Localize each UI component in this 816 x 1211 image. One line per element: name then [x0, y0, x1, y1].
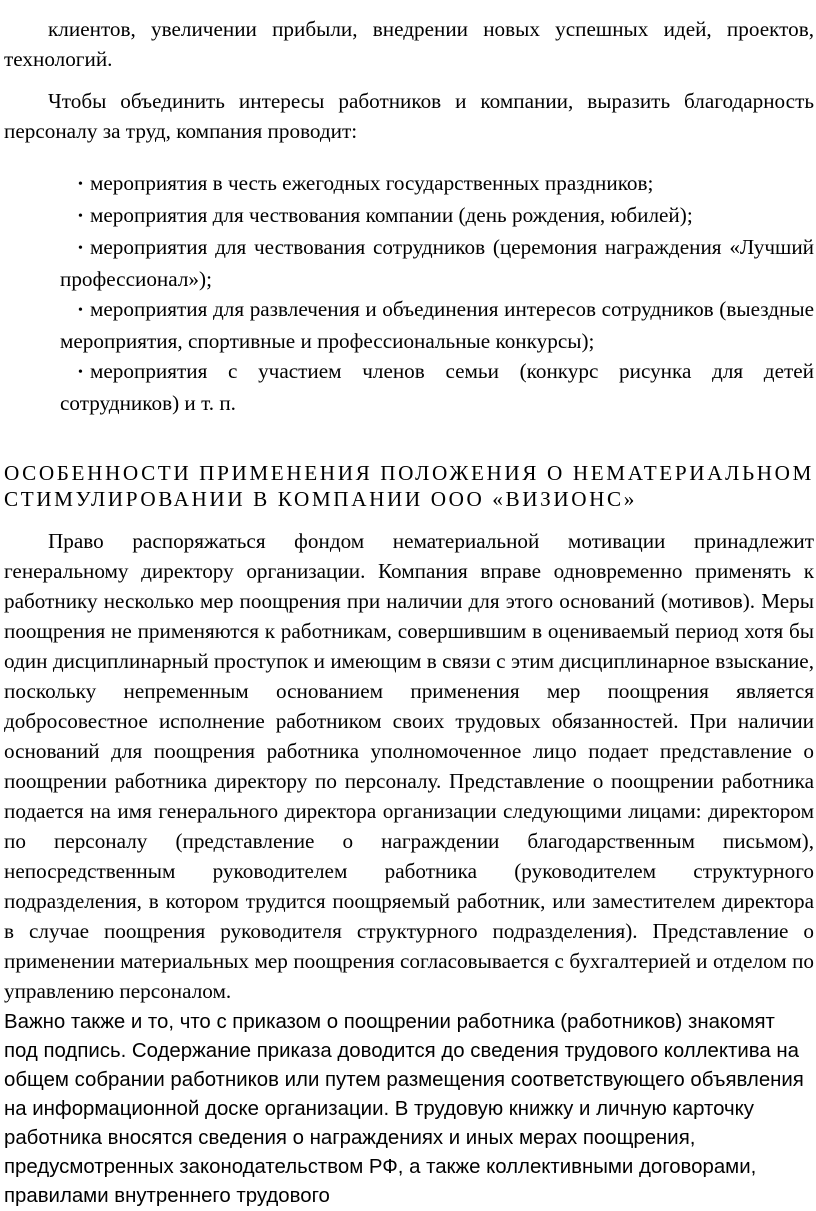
list-item-text: мероприятия для развлечения и объединения интересов сотрудников (выездные мероприятия, спортивные и профессиональные конкурсы);	[60, 297, 814, 353]
bullet-icon: •	[78, 303, 83, 318]
continuation-paragraph: клиентов, увеличении прибыли, внедрении новых успешных идей, проектов, технологий.	[4, 17, 814, 71]
serif-text-block	[4, 14, 814, 1006]
list-item	[60, 356, 814, 418]
list-item	[60, 200, 814, 232]
sans-paragraph: Важно также и то, что с приказом о поощрении работника (работников) знакомят под подпись. Содержание приказа доводится до сведения трудового коллектива на общем собрании работников или путем размещения соответствующего объявления на информационной доске организации. В трудовую книжку и личную карточку работника вносятся сведения о награждениях и иных мерах поощрения, предусмотренных законодательством РФ, а также коллективными договорами, правилами внутреннего трудового	[4, 1011, 804, 1207]
bullet-icon: •	[78, 177, 83, 192]
list-item-text: мероприятия в честь ежегодных государственных праздников;	[90, 171, 654, 195]
list-item-text: мероприятия с участием членов семьи (конкурс рисунка для детей сотрудников) и т. п.	[60, 359, 814, 415]
list-item-text: мероприятия для чествования сотрудников (церемония награждения «Лучший профессионал»);	[60, 235, 814, 291]
bullet-icon: •	[78, 209, 83, 224]
section-heading: ОСОБЕННОСТИ ПРИМЕНЕНИЯ ПОЛОЖЕНИЯ О НЕМАТЕРИАЛЬНОМ СТИМУЛИРОВАНИИ В КОМПАНИИ ООО «ВИЗИОНС»	[4, 461, 814, 511]
intro-paragraph: Чтобы объединить интересы работников и компании, выразить благодарность персоналу за труд, компания проводит:	[4, 89, 814, 143]
list-item	[60, 168, 814, 200]
bullet-icon: •	[78, 241, 83, 256]
list-item-text: мероприятия для чествования компании (день рождения, юбилей);	[90, 203, 693, 227]
section-paragraph: Право распоряжаться фондом нематериальной мотивации принадлежит генеральному директору организации. Компания вправе одновременно применять к работнику несколько мер поощрения при наличии для этого оснований (мотивов). Меры поощрения не применяются к работникам, совершившим в оцениваемый период хотя бы один дисциплинарный проступок и имеющим в связи с этим дисциплинарное взыскание, поскольку непременным основанием применения мер поощрения является добросовестное исполнение работником своих трудовых обязанностей. При наличии оснований для поощрения работника уполномоченное лицо подает представление о поощрении работника директору по персоналу. Представление о поощрении работника подается на имя генерального директора организации следующими лицами: директором по персоналу (представление о награждении благодарственным письмом), непосредственным руководителем работника (руководителем структурного подразделения, в котором трудится поощряемый работник, или заместителем директора в случае поощрения руководителя структурного подразделения). Представление о применении материальных мер поощрения согласовывается с бухгалтерией и отделом по управлению персоналом.	[4, 529, 814, 1003]
events-list	[4, 168, 814, 418]
bullet-icon: •	[78, 365, 83, 380]
list-item	[60, 232, 814, 294]
list-item	[60, 294, 814, 356]
